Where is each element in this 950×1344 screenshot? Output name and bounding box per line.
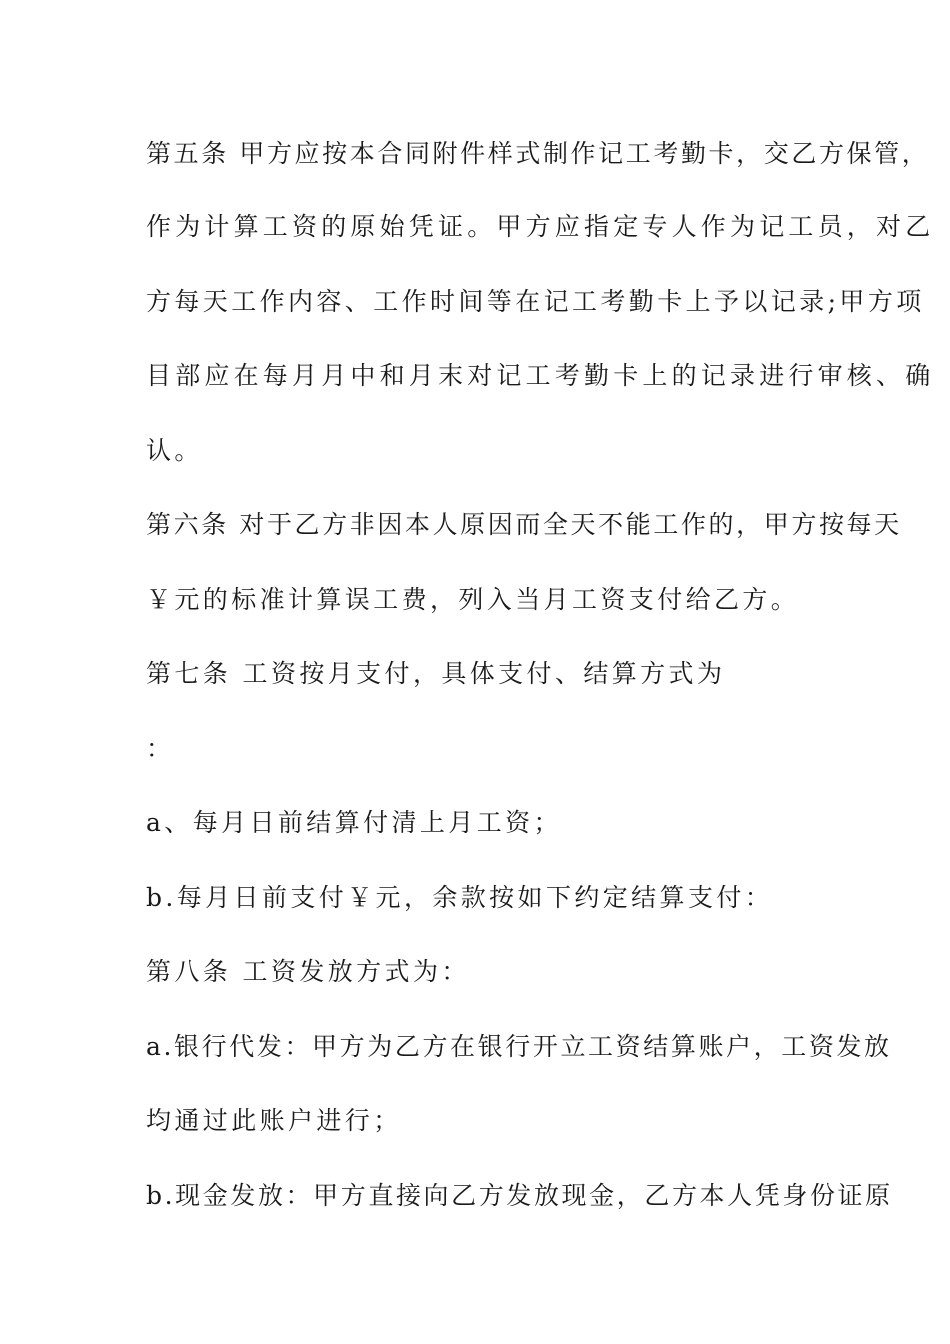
clause-7-item-a: a、每月日前结算付清上月工资； — [146, 808, 562, 837]
clause-8-line-1: 第八条 工资发放方式为： — [146, 957, 470, 986]
clause-6-line-1: 第六条 对于乙方非因本人原因而全天不能工作的，甲方按每天 — [146, 510, 902, 539]
clause-5-line-2: 作为计算工资的原始凭证。甲方应指定专人作为记工员，对乙 — [146, 212, 935, 241]
clause-8-item-a-line-2: 均通过此账户进行； — [146, 1106, 402, 1135]
clause-5-line-5: 认。 — [146, 436, 203, 465]
clause-6-line-2: ￥元的标准计算误工费，列入当月工资支付给乙方。 — [146, 585, 800, 614]
clause-7-item-b: b.每月日前支付￥元，余款按如下约定结算支付： — [146, 883, 774, 912]
clause-8-item-b-line-1: b.现金发放：甲方直接向乙方发放现金，乙方本人凭身份证原 — [146, 1181, 893, 1210]
clause-5-line-4: 目部应在每月月中和月末对记工考勤卡上的记录进行审核、确 — [146, 361, 935, 390]
clause-8-item-a-line-1: a.银行代发：甲方为乙方在银行开立工资结算账户，工资发放 — [146, 1032, 892, 1061]
clause-7-line-2: ： — [146, 734, 175, 763]
clause-5-line-3: 方每天工作内容、工作时间等在记工考勤卡上予以记录;甲方项 — [146, 287, 925, 316]
clause-7-line-1: 第七条 工资按月支付，具体支付、结算方式为 — [146, 659, 726, 688]
clause-5-line-1: 第五条 甲方应按本合同附件样式制作记工考勤卡，交乙方保管， — [146, 139, 930, 168]
